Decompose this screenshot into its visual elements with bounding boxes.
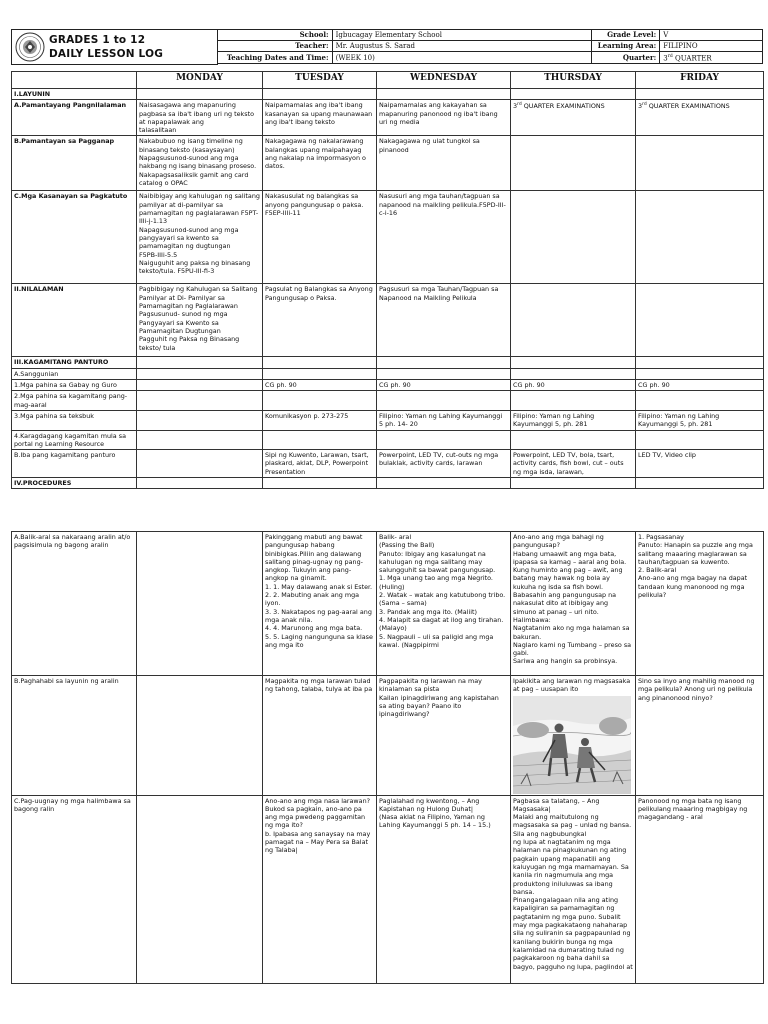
cell-friday: Panonood ng mga bata ng isang pelikulang maaaring magbigay ng magagandang - aral: [636, 795, 764, 983]
row-label: 3.Mga pahina sa teksbuk: [12, 410, 137, 430]
day-header-row: [12, 72, 764, 89]
cell-friday: [636, 191, 764, 284]
sanggunian-row: [12, 368, 764, 379]
cell-thursday: Filipino: Yaman ng Lahing Kayumanggi 5, ph. 281: [511, 410, 636, 430]
cell-wednesday: Pagsusuri sa mga Tauhan/Tagpuan sa Napanood na Maikling Pelikula: [377, 284, 511, 357]
table-row: [12, 676, 764, 796]
school-value: Igbucagay Elementary School: [332, 30, 591, 41]
teacher-label: Teacher:: [218, 41, 333, 52]
row-label: B.Pamantayan sa Pagganap: [12, 136, 137, 191]
thursday-text: Ipakikita ang larawan ng magsasaka at pag – uusapan ito: [513, 677, 631, 694]
row-label: B.Iba pang kagamitang panturo: [12, 450, 137, 478]
cell-friday: CG ph. 90: [636, 380, 764, 391]
cell-thursday: [511, 100, 636, 136]
cell-wednesday: Naipamamalas ang kakayahan sa mapanuring panonood ng iba't ibang uri ng media: [377, 100, 511, 136]
quarter-sup: rd: [667, 54, 673, 59]
row-label: C.Pag-uugnay ng mga halimbawa sa bagong ralin: [12, 795, 137, 983]
cell-thursday: [511, 191, 636, 284]
cell-monday: [137, 532, 263, 676]
cell-friday: [636, 136, 764, 191]
cell-friday: [636, 391, 764, 411]
section-layunin: I.LAYUNIN: [12, 89, 137, 100]
cell-tuesday: Pagsulat ng Balangkas sa Anyong Pangungusap o Paksa.: [263, 284, 377, 357]
lesson-table-2: [11, 531, 764, 984]
cell-monday: [137, 391, 263, 411]
area-label: Learning Area:: [591, 41, 660, 52]
table-row: [12, 795, 764, 983]
cell-monday: [137, 450, 263, 478]
cell-wednesday: Nasusuri ang mga tauhan/tagpuan sa napanood na maikling pelikula.F5PD-III-c-i-16: [377, 191, 511, 284]
table-row: [12, 191, 764, 284]
row-label: II.NILALAMAN: [12, 284, 137, 357]
cell-monday: Naibibigay ang kahulugan ng salitang pamilyar at di-pamilyar sa pamamagitan ng paglalarawan F5PT-IIIi-j-1.13 Napagsusunod-sunod ang mga pangyayari sa kwento sa pamamagitan ng dugtungan F5PB-IIIi-5.5 Naiguguhit ang paksa ng binasang teksto/tula. F5PU-III-fi-3: [137, 191, 263, 284]
day-friday: FRIDAY: [636, 72, 764, 89]
cell-wednesday: Nakagagawa ng ulat tungkol sa pinanood: [377, 136, 511, 191]
table-row: [12, 430, 764, 450]
cell-wednesday: Balik- aral (Passing the Ball) Panuto: Ibigay ang kasalungat na kahulugan ng mga salitang may salungguhit sa bawat pangungusap. 1. Mga unang tao ang mga Negrito. (Huling) 2. Watak – watak ang katutubong tribo. (Sama – sama) 3. Pandak ang mga ito. (Maliit) 4. Malapit sa dagat at ilog ang tirahan. (Malayo) 5. Nagpauli – uli sa paligid ang mga kawal. (Nagpipirmi: [377, 532, 511, 676]
grade-label: Grade Level:: [591, 30, 660, 41]
cell-wednesday: [377, 391, 511, 411]
cell-monday: Nakabubuo ng isang timeline ng binasang teksto (kasaysayan) Napagsusunod-sunod ang mga hakbang ng isang binasang proseso. Nakapagsasaliksik gamit ang card catalog o OPAC: [137, 136, 263, 191]
fri-pre: 3: [638, 102, 643, 111]
title-line2: DAILY LESSON LOG: [49, 48, 164, 60]
section-sanggunian: A.Sanggunian: [12, 368, 137, 379]
cell-tuesday: Ano-ano ang mga nasa larawan? Bukod sa pagkain, ano-ano pa ang mga pwedeng paggamitan ng mga ito? b. Ipabasa ang sanaysay na may pamagat na – May Pera sa Balat ng Talaba|: [263, 795, 377, 983]
cell-thursday: CG ph. 90: [511, 380, 636, 391]
cell-tuesday: Pakinggang mabuti ang bawat pangungusap habang binibigkas.Piliin ang dalawang salitang pinag-ugnay ng pang-angkop. Tukuyin ang pang-angkop na ginamit. 1. 1. May dalawang anak si Ester. 2. 2. Mabuting anak ang mga iyon. 3. 3. Nakatapos ng pag-aaral ang mga anak nila. 4. 4. Marunong ang mga bata. 5. 5. Laging nangunguna sa klase ang mga ito: [263, 532, 377, 676]
quarter-rest: QUARTER: [672, 54, 712, 63]
procedures-row: [12, 478, 764, 489]
cell-friday: LED TV, Video clip: [636, 450, 764, 478]
quarter-value: [660, 52, 763, 64]
cell-monday: [137, 795, 263, 983]
cell-wednesday: [377, 430, 511, 450]
table-row: [12, 284, 764, 357]
row-label: 1.Mga pahina sa Gabay ng Guro: [12, 380, 137, 391]
section-procedures: IV.PROCEDURES: [12, 478, 137, 489]
cell-tuesday: Komunikasyon p. 273-275: [263, 410, 377, 430]
lesson-table-1: [11, 71, 764, 489]
dates-value: (WEEK 10): [332, 52, 591, 64]
cell-thursday: Ano-ano ang mga bahagi ng pangungusap? Habang umaawit ang mga bata, ipapasa sa kamag – aaral ang bola. Kung huminto ang pag – awit, ang batang may hawak ng bola ay kukuha ng isda sa fish bowl. Babasahin ang pangungusap na nakasulat dito at ibibigay ang simuno at panag – uri nito. Halimbawa: Nagtatanim ako ng mga halaman sa bakuran. Naglaro kami ng Tumbang – preso sa gabi. Sariwa ang hangin sa probinsya.: [511, 532, 636, 676]
table-row: [12, 450, 764, 478]
cell-friday: [636, 430, 764, 450]
section-kagamitan: III.KAGAMITANG PANTURO: [12, 357, 137, 368]
cell-tuesday: Sipi ng Kuwento, Larawan, tsart, plaskard, aklat, DLP, Powerpoint Presentation: [263, 450, 377, 478]
school-label: School:: [218, 30, 333, 41]
cell-friday: [636, 284, 764, 357]
table-row: [12, 532, 764, 676]
day-thursday: THURSDAY: [511, 72, 636, 89]
table-row: [12, 100, 764, 136]
cell-monday: [137, 430, 263, 450]
cell-monday: [137, 676, 263, 796]
teacher-value: Mr. Augustus S. Sarad: [332, 41, 591, 52]
day-tuesday: TUESDAY: [263, 72, 377, 89]
cell-thursday: Pagbasa sa talatang, – Ang Magsasaka| Malaki ang maitutulong ng magsasaka sa pag – unlad ng bansa. Sila ang nagbubungkal ng lupa at nagtatanim ng mga halaman na pinagkukunan ng ating pagkain upang mapanatili ang kaluyugan ng mga mamamayan. Sa kanila rin nagmumula ang mga produktong iniluluwas sa ibang bansa. Pinangangalagaan nila ang ating kapaligiran sa pamamagitan ng pagtatanim ng mga puno. Subalit may mga pagkakataong nahaharap sila ng suliranin sa pagpapaunlad ng kanilang bukirin bunga ng mga kalamidad na dumarating tulad ng pagkakaroon ng baha dahil sa bagyo, pagguho ng lupa, paglindol at: [511, 795, 636, 983]
deped-seal-icon: [15, 32, 45, 62]
info-table: [217, 29, 763, 64]
logo-box: [11, 29, 218, 65]
cell-friday: [636, 100, 764, 136]
cell-friday: Filipino: Yaman ng Lahing Kayumanggi 5, ph. 281: [636, 410, 764, 430]
cell-monday: Naisasagawa ang mapanuring pagbasa sa iba't ibang uri ng teksto at napapalawak ang talasalitaan: [137, 100, 263, 136]
thu-post: QUARTER EXAMINATIONS: [521, 102, 605, 111]
cell-tuesday: [263, 430, 377, 450]
farmers-illustration-icon: [513, 696, 631, 794]
cell-thursday: [511, 391, 636, 411]
thu-sup: rd: [517, 102, 522, 108]
cell-monday: [137, 380, 263, 391]
cell-thursday: [511, 676, 636, 796]
cell-tuesday: Magpakita ng mga larawan tulad ng tahong, talaba, tulya at iba pa: [263, 676, 377, 796]
fri-post: QUARTER EXAMINATIONS: [646, 102, 730, 111]
cell-wednesday: Pagpapakita ng larawan na may kinalaman sa pista Kailan ipinagdiriwang ang kapistahan sa ating bayan? Paano ito ipinagdiriwang?: [377, 676, 511, 796]
day-monday: MONDAY: [137, 72, 263, 89]
cell-thursday: [511, 284, 636, 357]
cell-wednesday: Powerpoint, LED TV, cut-outs ng mga bulaklak, activity cards, larawan: [377, 450, 511, 478]
kagamitan-row: [12, 357, 764, 368]
table-row: [12, 136, 764, 191]
table-row: [12, 410, 764, 430]
quarter-num: 3: [663, 54, 668, 63]
dates-label: Teaching Dates and Time:: [218, 52, 333, 64]
cell-tuesday: Nakasusulat ng balangkas sa anyong pangungusap o paksa. F5EP-IIIi-11: [263, 191, 377, 284]
day-wednesday: WEDNESDAY: [377, 72, 511, 89]
cell-friday: 1. Pagsasanay Panuto: Hanapin sa puzzle ang mga salitang maaaring maglarawan sa tauhan/tagpuan sa kuwento. 2. Balik-aral Ano-ano ang mga bagay na dapat tandaan kung manonood ng mga pelikula?: [636, 532, 764, 676]
row-label: C.Mga Kasanayan sa Pagkatuto: [12, 191, 137, 284]
cell-monday: [137, 410, 263, 430]
cell-wednesday: CG ph. 90: [377, 380, 511, 391]
table-row: [12, 380, 764, 391]
cell-tuesday: CG ph. 90: [263, 380, 377, 391]
cell-friday: Sino sa inyo ang mahilig manood ng mga pelikula? Anong uri ng pelikula ang pinanonood ninyo?: [636, 676, 764, 796]
cell-wednesday: Paglalahad ng kwentong, – Ang Kapistahan ng Hulong Duhat| (Nasa aklat na Filipino, Yaman ng Lahing Kayumanggi 5 ph. 14 – 15.): [377, 795, 511, 983]
row-label: 4.Karagdagang kagamitan mula sa portal ng Learning Resource: [12, 430, 137, 450]
corner-cell: [12, 72, 137, 89]
cell-tuesday: [263, 391, 377, 411]
quarter-label: Quarter:: [591, 52, 660, 64]
header: [11, 29, 763, 65]
area-value: FILIPINO: [660, 41, 763, 52]
cell-monday: Pagbibigay ng Kahulugan sa Salitang Pamilyar at Di- Pamilyar sa Pamamagitan ng Paglalarawan Pagsusunud- sunod ng mga Pangyayari sa Kwento sa Pamamagitan Dugtungan Pagguhit ng Paksa ng Binasang teksto/ tula: [137, 284, 263, 357]
cell-tuesday: Naipamamalas ang iba't ibang kasanayan sa upang maunawaan ang iba't ibang teksto: [263, 100, 377, 136]
thu-pre: 3: [513, 102, 518, 111]
cell-thursday: [511, 430, 636, 450]
row-label: A.Balik-aral sa nakaraang aralin at/o pagsisimula ng bagong aralin: [12, 532, 137, 676]
row-label: A.Pamantayang Pangnilalaman: [12, 100, 137, 136]
row-label: 2.Mga pahina sa kagamitang pang-mag-aaral: [12, 391, 137, 411]
cell-wednesday: Filipino: Yaman ng Lahing Kayumanggi 5 ph. 14- 20: [377, 410, 511, 430]
title-line1: GRADES 1 to 12: [49, 34, 146, 46]
cell-tuesday: Nakagagawa ng nakalarawang balangkas upang maipahayag ang nakalap na impormasyon o datos.: [263, 136, 377, 191]
grade-value: V: [660, 30, 763, 41]
row-label: B.Paghahabi sa layunin ng aralin: [12, 676, 137, 796]
cell-thursday: [511, 136, 636, 191]
layunin-row: [12, 89, 764, 100]
cell-thursday: Powerpoint, LED TV, bola, tsart, activity cards, fish bowl, cut – outs ng mga isda, larawan,: [511, 450, 636, 478]
fri-sup: rd: [642, 102, 647, 108]
table-row: [12, 391, 764, 411]
